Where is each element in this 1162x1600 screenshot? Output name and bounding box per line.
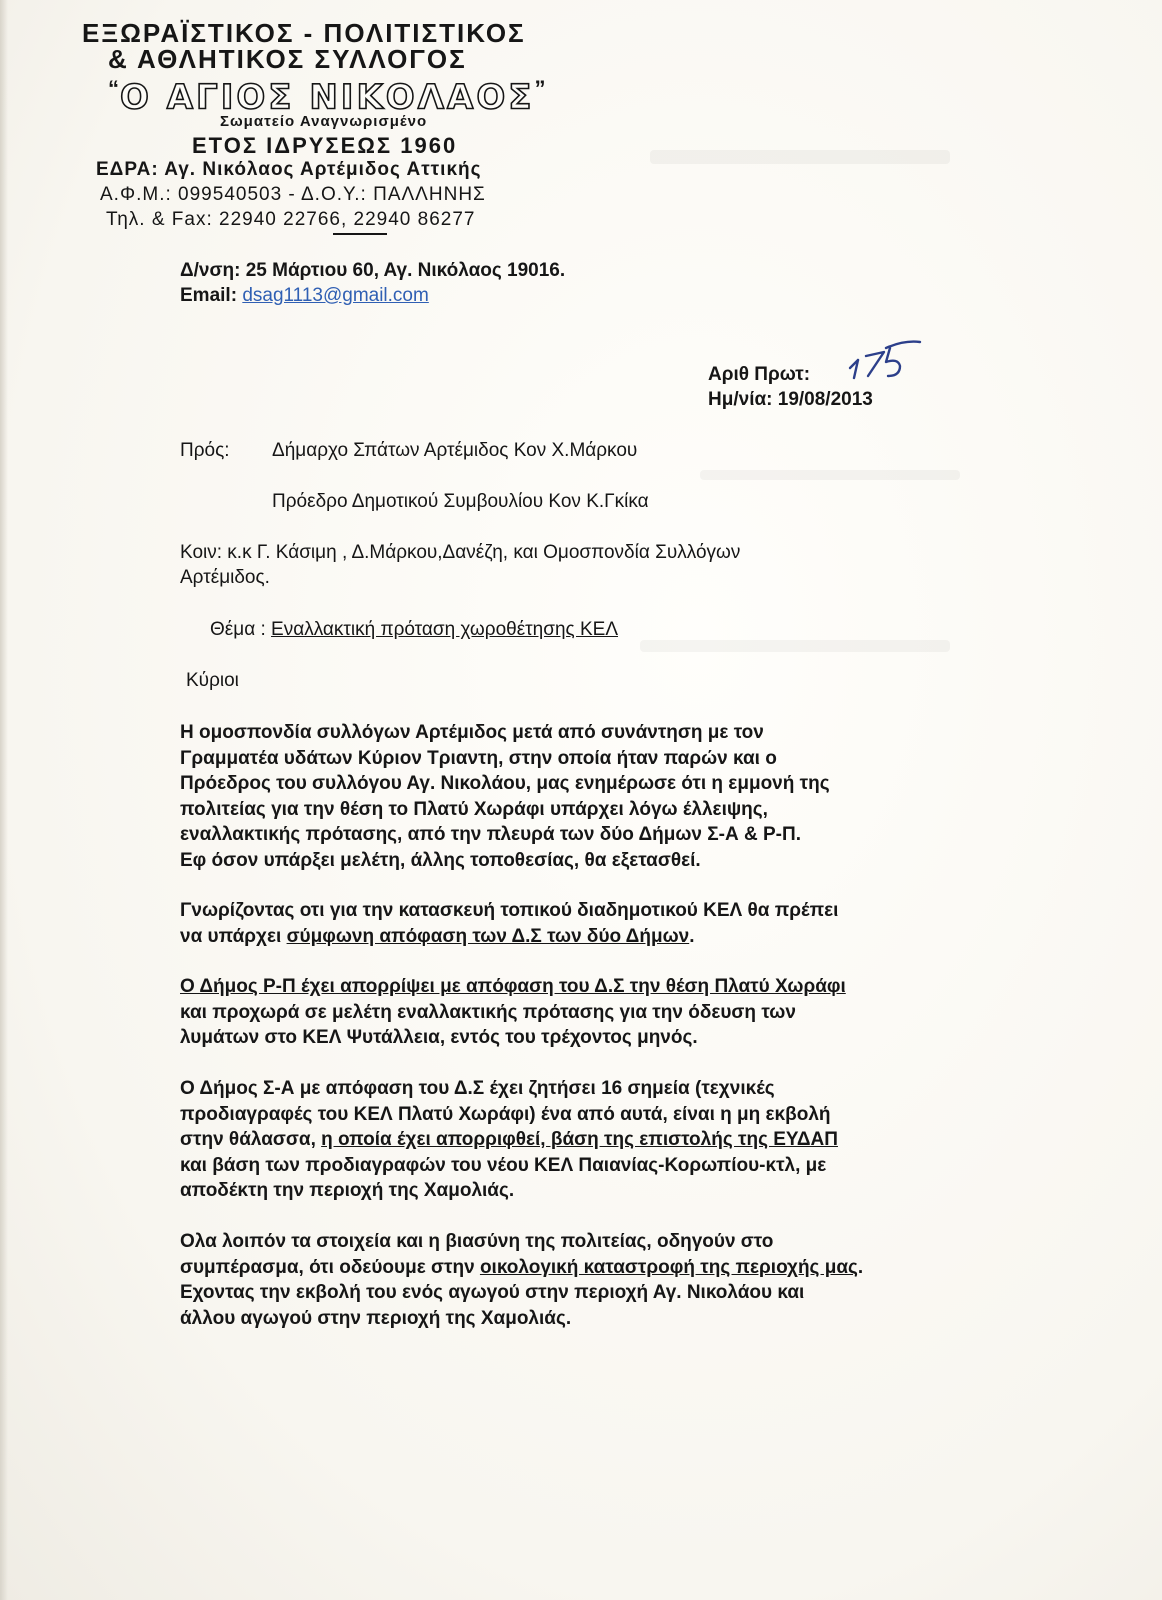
paragraph-line: Εχοντας την εκβολή του ενός αγωγού στην περιοχή Αγ. Νικολάου και [180,1282,805,1303]
paragraph-line: Γνωρίζοντας οτι για την κατασκευή τοπικού διαδημοτικού ΚΕΛ θα πρέπει [180,900,839,921]
paragraph-line: Ο Δήμος Σ-Α με απόφαση του Δ.Σ έχει ζητήσει 16 σημεία (τεχνικές [180,1078,775,1099]
association-name-text: Ο ΑΓΙΟΣ ΝΙΚΟΛΑΟΣ [120,77,535,118]
subject-text: Εναλλακτική πρόταση χωροθέτησης ΚΕΛ [271,619,619,640]
letterhead-line2: & ΑΘΛΗΤΙΚΟΣ ΣΥΛΛΟΓΟΣ [108,44,467,74]
recipient-label: Πρός: [180,440,230,461]
text-span: συμπέρασμα, ότι οδεύουμε στην [180,1256,480,1278]
registered-status: Σωματείο Αναγνωρισμένο [220,113,428,130]
paragraph-line: λυμάτων στο ΚΕΛ Ψυτάλλεια, εντός του τρέχοντος μηνός. [180,1027,698,1048]
bleed-through-mark [700,470,960,480]
paragraph-line: εναλλακτικής πρότασης, από την πλευρά των δύο Δήμων Σ-Α & Ρ-Π. [180,824,801,845]
paragraph-line [180,1127,838,1153]
paragraph-line: προδιαγραφές του ΚΕΛ Πλατύ Χωράφι) ένα από αυτά, είναι η μη εκβολή [180,1103,831,1125]
paragraph-line: Εφ όσον υπάρξει μελέτη, άλλης τοποθεσίας, θα εξετασθεί. [180,849,701,871]
bleed-through-mark [640,640,950,652]
underlined-span: σύμφωνη απόφαση των Δ.Σ των δύο Δήμων [286,925,690,947]
paragraph-line: αποδέκτη την περιοχή της Χαμολιάς. [180,1180,515,1201]
seat-address: ΕΔΡΑ: Αγ. Νικόλαος Αρτέμιδος Αττικής [96,159,482,180]
salutation: Κύριοι [186,670,239,691]
close-quote: ” [534,76,547,101]
tax-info: Α.Φ.Μ.: 099540503 - Δ.Ο.Υ.: ΠΑΛΛΗΝΗΣ [100,184,486,205]
paragraph-line: Γραμματέα υδάτων Κύριον Τριαντη, στην οποία ήταν παρών και ο [180,747,777,769]
paragraph-5 [180,1229,863,1331]
paragraph-4 [180,1076,838,1204]
protocol-date: Ημ/νία: 19/08/2013 [708,389,873,410]
subject-label: Θέμα : [210,619,272,640]
underlined-span: οικολογική καταστροφή της περιοχής μας [479,1256,858,1278]
subject-line [210,619,618,641]
paragraph-line: άλλου αγωγού στην περιοχή της Χαμολιάς. [180,1307,572,1329]
paragraph-line [180,1255,863,1281]
recipient-council-president: Πρόεδρο Δημοτικού Συμβουλίου Κον Κ.Γκίκα [272,491,649,512]
paragraph-line: Πρόεδρος του συλλόγου Αγ. Νικολάου, μας ενημέρωσε ότι η εμμονή της [180,773,830,794]
paragraph-line: και προχωρά σε μελέτη εναλλακτικής πρότασης για την όδευση των [180,1001,796,1023]
email-line [180,285,429,307]
paragraph-line: Ολα λοιπόν τα στοιχεία και η βιασύνη της πολιτείας, οδηγούν στο [180,1231,774,1252]
recipient-mayor: Δήμαρχο Σπάτων Αρτέμιδος Κον Χ.Μάρκου [272,440,638,461]
cc-line-2: Αρτέμιδος. [180,567,270,588]
paragraph-line: πολιτείας για την θέση το Πλατύ Χωράφι υπάρχει λόγω έλλειψης, [180,798,768,820]
paragraph-3 [180,974,846,1051]
text-span: . [857,1256,864,1278]
paragraph-line [180,924,838,950]
postal-address: Δ/νση: 25 Μάρτιου 60, Αγ. Νικόλαος 19016. [180,260,566,281]
association-name [108,76,546,117]
text-span: στην θάλασσα, [180,1129,322,1150]
text-span: . [689,925,695,947]
underlined-span: η οποία έχει απορριφθεί, βάση της επιστολής της ΕΥΔΑΠ [321,1129,838,1150]
phone-fax: Τηλ. & Fax: 22940 22766, 22940 86277 [106,209,476,230]
letterhead-line1: ΕΞΩΡΑΪΣΤΙΚΟΣ - ΠΟΛΙΤΙΣΤΙΚΟΣ [82,18,526,48]
email-link[interactable]: dsag1113@gmail.com [242,285,429,306]
protocol-number-label: Αριθ Πρωτ: [708,364,811,385]
scan-edge [0,0,8,1600]
handwritten-protocol-number [846,336,922,380]
email-label: Email: [180,285,243,306]
paragraph-line: Η ομοσπονδία συλλόγων Αρτέμιδος μετά από συνάντηση με τον [180,722,764,743]
cc-line-1: Κοιν: κ.κ Γ. Κάσιμη , Δ.Μάρκου,Δανέζη, και Ομοσπονδία Συλλόγων [180,542,741,563]
paragraph-line: και βάση των προδιαγραφών του νέου ΚΕΛ Παιανίας-Κορωπίου-κτλ, με [180,1154,827,1176]
text-span: να υπάρχει [180,925,287,947]
paragraph-line: Ο Δήμος Ρ-Π έχει απορρίψει με απόφαση του Δ.Σ την θέση Πλατύ Χωράφι [180,976,846,997]
bleed-through-mark [650,150,950,164]
paragraph-2 [180,898,838,949]
pen-underline-mark [333,233,387,235]
paragraph-1 [180,720,830,873]
founded-year: ΕΤΟΣ ΙΔΡΥΣΕΩΣ 1960 [192,133,458,158]
open-quote: “ [108,76,120,101]
